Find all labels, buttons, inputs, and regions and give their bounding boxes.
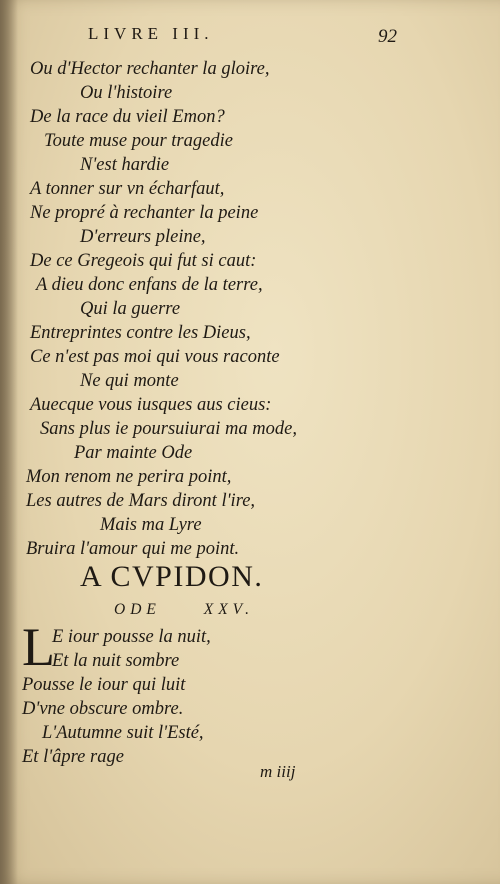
ode-line: L'Autumne suit l'Esté, [42, 723, 204, 743]
poem-line: De la race du vieil Emon? [30, 107, 225, 127]
poem-line: Entreprintes contre les Dieus, [30, 323, 251, 343]
ode-line: Et la nuit sombre [52, 651, 180, 671]
ode-title: A CVPIDON. [80, 560, 264, 593]
ode-line: D'vne obscure ombre. [22, 699, 184, 719]
poem-line: Bruira l'amour qui me point. [26, 539, 240, 559]
poem-line: Ne qui monte [80, 371, 179, 391]
poem-line: Toute muse pour tragedie [44, 131, 233, 151]
poem-line: D'erreurs pleine, [80, 227, 206, 247]
page-gutter [0, 0, 18, 884]
ode-number [114, 601, 254, 619]
poem-line: Qui la guerre [80, 299, 181, 319]
poem-line: Auecque vous iusques aus cieus: [30, 395, 272, 415]
poem-line: Ne propré à rechanter la peine [30, 203, 259, 223]
ode-line: Et l'âpre rage [22, 747, 124, 767]
poem-line: A tonner sur vn écharfaut, [30, 179, 225, 199]
poem-line: Sans plus ie poursuiurai ma mode, [40, 419, 297, 439]
drop-cap: L [22, 617, 55, 677]
running-title: LIVRE III. [88, 24, 214, 43]
poem-line: Par mainte Ode [74, 443, 193, 463]
poem-line: A dieu donc enfans de la terre, [36, 275, 263, 295]
show-through-texture [330, 60, 500, 760]
ode-numeral: XXV. [203, 601, 255, 618]
ode-label: ODE [114, 601, 161, 618]
poem-line: Mon renom ne perira point, [26, 467, 232, 487]
poem-line: De ce Gregeois qui fut si caut: [30, 251, 257, 271]
signature-mark: m iiij [260, 762, 296, 781]
page-number: 92 [378, 26, 397, 47]
ode-line: Pousse le iour qui luit [22, 675, 186, 695]
poem-line: Les autres de Mars diront l'ire, [26, 491, 256, 511]
ode-line: E iour pousse la nuit, [52, 627, 211, 647]
poem-line: N'est hardie [80, 155, 170, 175]
poem-line: Ou l'histoire [80, 83, 173, 103]
poem-line: Ou d'Hector rechanter la gloire, [30, 59, 270, 79]
poem-line: Ce n'est pas moi qui vous raconte [30, 347, 280, 367]
poem-line: Mais ma Lyre [100, 515, 202, 535]
